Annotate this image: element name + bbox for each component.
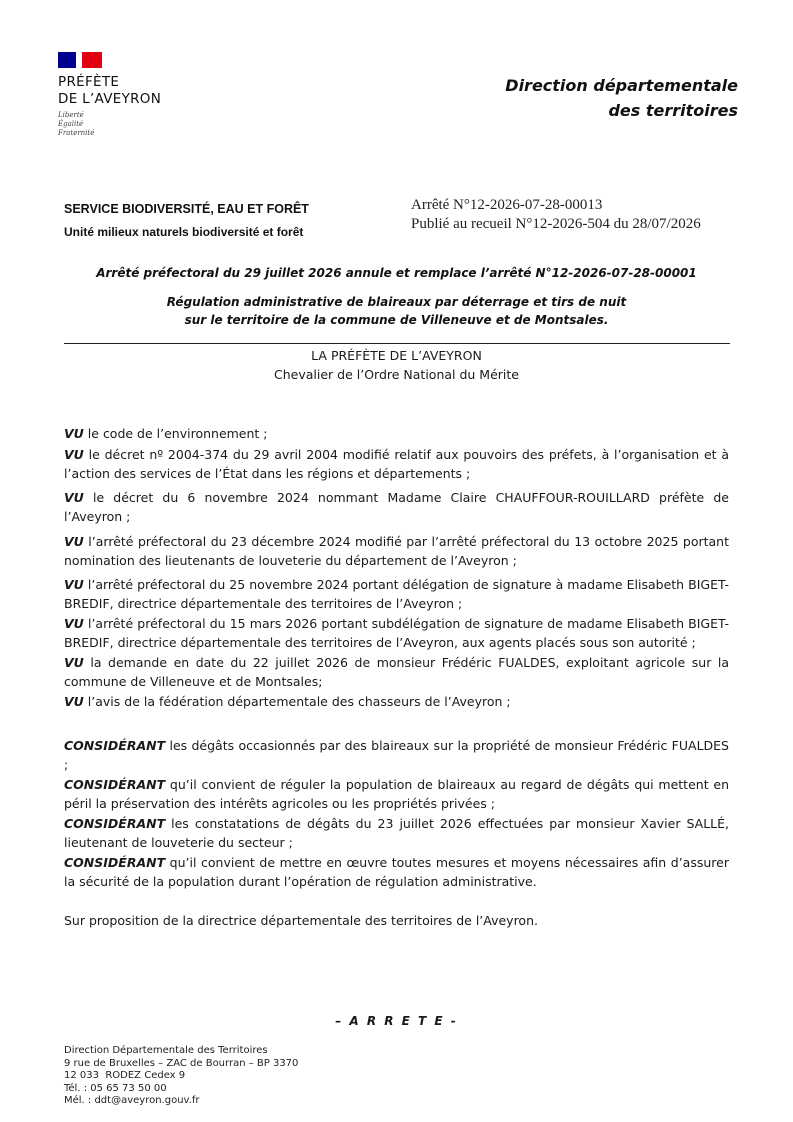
devise-liberte: Liberté <box>58 111 84 119</box>
considerant-text: qu’il convient de mettre en œuvre toutes mesures et moyens nécessaires afin d’assurer la sécurité de la population durant l’opération de régulation administrative. <box>64 855 729 889</box>
direction-line-2: des territoires <box>608 101 738 120</box>
vu-keyword: VU <box>64 426 84 441</box>
prefecture-logo <box>58 52 188 138</box>
proposition-paragraph: Sur proposition de la directrice départementale des territoires de l’Aveyron. <box>64 913 538 928</box>
vu-keyword: VU <box>64 655 84 670</box>
considerant-paragraph <box>64 853 729 891</box>
arrete-reference <box>411 196 701 234</box>
authority-title: LA PRÉFÈTE DE L’AVEYRON <box>311 348 482 363</box>
considerant-paragraph <box>64 775 729 813</box>
vu-text: l’avis de la fédération départementale des chasseurs de l’Aveyron ; <box>83 694 511 709</box>
considerant-paragraph <box>64 814 729 852</box>
footer-address-2: 12 033 RODEZ Cedex 9 <box>64 1070 186 1081</box>
footer-org: Direction Départementale des Territoires <box>64 1045 268 1056</box>
vu-paragraph <box>64 692 729 711</box>
document-titles <box>64 264 729 329</box>
publication-info: Publié au recueil N°12-2026-504 du 28/07/2026 <box>411 216 701 232</box>
considerant-keyword: CONSIDÉRANT <box>64 777 166 792</box>
direction-line-1: Direction départementale <box>505 76 738 95</box>
considerant-keyword: CONSIDÉRANT <box>64 816 166 831</box>
footer-address <box>64 1045 298 1108</box>
vu-text: le décret du 6 novembre 2024 nommant Madame Claire CHAUFFOUR-ROUILLARD préfète de l’Aveyron ; <box>64 490 729 524</box>
vu-keyword: VU <box>64 534 84 549</box>
vu-paragraph <box>64 424 729 443</box>
considerant-paragraph <box>64 736 729 774</box>
considerant-text: les dégâts occasionnés par des blaireaux sur la propriété de monsieur Frédéric FUALDES ; <box>64 738 729 772</box>
footer-address-1: 9 rue de Bruxelles – ZAC de Bourran – BP 3370 <box>64 1057 299 1069</box>
footer-phone: Tél. : 05 65 73 50 00 <box>64 1082 167 1094</box>
vu-keyword: VU <box>64 616 84 631</box>
vu-text: le décret nº 2004-374 du 29 avril 2004 modifié relatif aux pouvoirs des préfets, à l’organisation et à l’action des services de l’État dans les régions et départements ; <box>64 447 729 481</box>
considerant-text: qu’il convient de réguler la population de blaireaux au regard de dégâts qui mettent en péril la préservation des intérêts agricoles ou les propriétés privées ; <box>64 777 729 811</box>
marianne-flag-icon <box>58 52 102 68</box>
main-title: Arrêté préfectoral du 29 juillet 2026 annule et remplace l’arrêté N°12-2026-07-28-00001 <box>96 266 697 280</box>
document-body <box>64 424 729 930</box>
service-unit: Unité milieux naturels biodiversité et forêt <box>64 225 304 239</box>
considerant-keyword: CONSIDÉRANT <box>64 738 166 753</box>
service-block <box>64 199 309 243</box>
vu-text: le code de l’environnement ; <box>83 426 268 441</box>
logo-line-1: PRÉFÈTE <box>58 74 120 90</box>
vu-text: l’arrêté préfectoral du 23 décembre 2024 modifié par l’arrêté préfectoral du 13 octobre 2025 portant nomination des lieutenants de louveterie du département de l’Aveyron ; <box>64 534 729 568</box>
subject-line-2: sur le territoire de la commune de Villeneuve et de Montsales. <box>184 313 609 327</box>
direction-heading <box>505 73 738 123</box>
horizontal-rule <box>64 343 730 344</box>
devise-fraternite: Fraternité <box>58 129 95 137</box>
considerant-text: les constatations de dégâts du 23 juillet 2026 effectuées par monsieur Xavier SALLÉ, lieutenant de louveterie du secteur ; <box>64 816 729 850</box>
vu-keyword: VU <box>64 577 84 592</box>
vu-paragraph <box>64 532 729 570</box>
vu-paragraph <box>64 653 729 691</box>
authority-block <box>64 346 729 384</box>
footer-email[interactable]: Mél. : ddt@aveyron.gouv.fr <box>64 1095 200 1106</box>
vu-paragraph <box>64 575 729 613</box>
logo-line-2: DE L’AVEYRON <box>58 91 162 107</box>
authority-honor: Chevalier de l’Ordre National du Mérite <box>274 367 519 382</box>
vu-paragraph <box>64 445 729 483</box>
devise-egalite: Égalité <box>58 120 84 128</box>
vu-text: l’arrêté préfectoral du 25 novembre 2024 portant délégation de signature à madame Elisabeth BIGET-BREDIF, directrice départementale des territoires de l’Aveyron ; <box>64 577 729 611</box>
arrete-heading: – A R R E T E - <box>335 1014 458 1028</box>
vu-keyword: VU <box>64 447 84 462</box>
vu-text: la demande en date du 22 juillet 2026 de monsieur Frédéric FUALDES, exploitant agricole sur la commune de Villeneuve et de Montsales; <box>64 655 729 689</box>
vu-paragraph <box>64 488 729 526</box>
vu-keyword: VU <box>64 694 84 709</box>
vu-paragraph <box>64 614 729 652</box>
considerant-keyword: CONSIDÉRANT <box>64 855 166 870</box>
vu-text: l’arrêté préfectoral du 15 mars 2026 portant subdélégation de signature de madame Elisabeth BIGET-BREDIF, directrice départementale des territoires de l’Aveyron, aux agents placés sous son autorité ; <box>64 616 729 650</box>
service-name: SERVICE BIODIVERSITÉ, EAU ET FORÊT <box>64 202 309 216</box>
arrete-number: Arrêté N°12-2026-07-28-00013 <box>411 197 603 213</box>
vu-keyword: VU <box>64 490 84 505</box>
subject-line-1: Régulation administrative de blaireaux par déterrage et tirs de nuit <box>166 295 627 309</box>
